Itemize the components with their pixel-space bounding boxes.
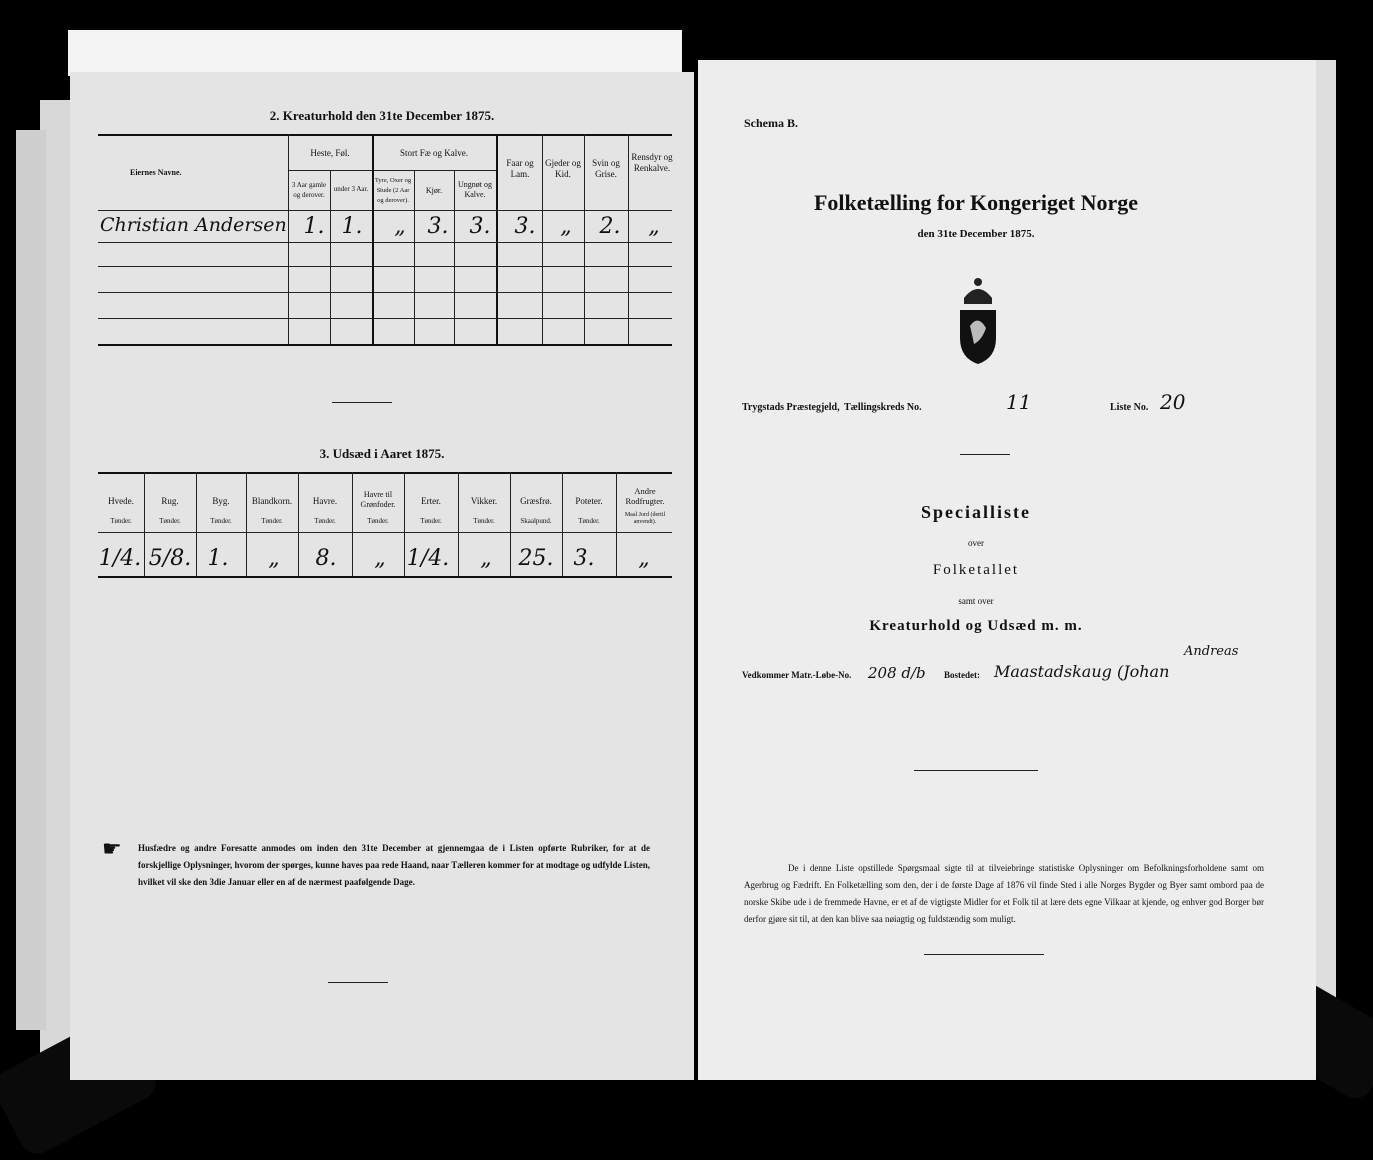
table2-row-rule-2 bbox=[98, 266, 672, 267]
col-line bbox=[288, 134, 289, 344]
section2-title: 2. Kreaturhold den 31te December 1875. bbox=[269, 108, 495, 123]
value-tyre: „ bbox=[394, 214, 406, 239]
table2-row-rule-1 bbox=[98, 242, 672, 243]
main-title: Folketælling for Kongeriget Norge bbox=[813, 190, 1139, 215]
col-line bbox=[414, 170, 415, 344]
value-gjeder: „ bbox=[560, 214, 572, 239]
coat-of-arms-icon bbox=[956, 270, 1000, 366]
header-blandkorn: Blandkorn. bbox=[251, 496, 293, 506]
value-heste-3aar: 1. bbox=[303, 214, 325, 239]
samt-over-text: samt over bbox=[958, 596, 994, 606]
owner-name: Christian Andersen bbox=[100, 214, 287, 236]
header-owner: Eiernes Navne. bbox=[130, 168, 182, 177]
liste-label: Liste No. bbox=[1110, 402, 1149, 413]
pointing-hand-icon: ☛ bbox=[102, 836, 122, 861]
unit-graesfro: Skaalpund. bbox=[520, 517, 552, 525]
kreds-label: Tællingskreds No. bbox=[844, 402, 922, 413]
bostedet-value: Maastadskaug (Johan bbox=[994, 662, 1170, 681]
header-faar: Faar og Lam. bbox=[506, 158, 534, 179]
specialliste-heading: Specialliste bbox=[921, 502, 1031, 522]
matr-value: 208 d/b bbox=[868, 664, 926, 682]
header-svin: Svin og Grise. bbox=[592, 158, 620, 179]
short-rule bbox=[960, 454, 1010, 455]
intro-paragraph: De i denne Liste opstillede Spørgsmaal sigte til at tilveiebringe statistiske Oplysninger om Befolkningsforholdene samt om Agerbrug og Fædrift. En Folketælling som den, der i de første Dage af 1876 vil finde Sted i alle Norges Bygder og Byer samt ombord paa de norske Skibe ude i de fremmede Havne, er et af de vigtigste Midler for et Folk til at lære dets egne Vilkaar at kjende, og enhver god Borger bør derfor gjøre sit til, at den kan blive saa nøiagtig og fuldstændig som muligt. bbox=[744, 863, 1264, 924]
unit-havre-gronfoder: Tønder. bbox=[367, 517, 389, 525]
header-byg: Byg. bbox=[212, 496, 230, 506]
col-line bbox=[496, 134, 498, 344]
table2-top-rule bbox=[98, 134, 672, 136]
bottom-rule bbox=[924, 954, 1044, 955]
back-sheet-left-2 bbox=[16, 130, 46, 1030]
schema-label: Schema B. bbox=[744, 116, 798, 130]
kreds-value: 11 bbox=[1006, 390, 1032, 414]
bostedet-extra: Andreas bbox=[1184, 644, 1239, 659]
header-heste-under: under 3 Aar. bbox=[333, 185, 369, 193]
value-rug: 5/8. bbox=[148, 546, 192, 571]
table3-top-rule bbox=[98, 472, 672, 474]
liste-value: 20 bbox=[1160, 390, 1186, 414]
value-rensdyr: „ bbox=[648, 214, 660, 239]
table2-row-rule-3 bbox=[98, 292, 672, 293]
unit-poteter: Tønder. bbox=[578, 517, 600, 525]
matr-label: Vedkommer Matr.-Løbe-No. bbox=[742, 670, 852, 680]
section3-title: 3. Udsæd i Aaret 1875. bbox=[319, 446, 445, 461]
value-heste-under: 1. bbox=[341, 214, 363, 239]
value-blandkorn: „ bbox=[268, 546, 280, 571]
header-havre-gronfoder: Havre til Grønfoder. bbox=[360, 490, 396, 509]
value-erter: 1/4. bbox=[406, 546, 450, 571]
table3-header-rule bbox=[98, 532, 672, 533]
header-hvede: Hvede. bbox=[108, 496, 134, 506]
value-faar: 3. bbox=[514, 214, 536, 239]
separator-rule bbox=[332, 402, 392, 403]
table2-row-rule-4 bbox=[98, 318, 672, 319]
unit-erter: Tønder. bbox=[420, 517, 442, 525]
folketallet-heading: Folketallet bbox=[932, 562, 1020, 578]
col-line bbox=[330, 170, 331, 344]
value-ungnoet: 3. bbox=[469, 214, 491, 239]
unit-vikker: Tønder. bbox=[473, 517, 495, 525]
header-ungnoet: Ungnøt og Kalve. bbox=[458, 180, 492, 199]
header-kjor: Kjør. bbox=[425, 186, 443, 195]
value-vikker: „ bbox=[480, 546, 492, 571]
value-byg: 1. bbox=[207, 546, 229, 571]
header-poteter: Poteter. bbox=[575, 496, 603, 506]
header-heste-3aar: 3 Aar gamle og derover. bbox=[291, 181, 327, 199]
value-hvede: 1/4. bbox=[98, 546, 142, 571]
header-andre-rodfrugter: Andre Rodfrugter. bbox=[625, 486, 665, 506]
header-erter: Erter. bbox=[421, 496, 441, 506]
main-subtitle: den 31te December 1875. bbox=[917, 228, 1035, 240]
col-line bbox=[372, 134, 374, 344]
kreaturhold-heading: Kreaturhold og Udsæd m. m. bbox=[869, 618, 1083, 634]
table2-header-rule bbox=[98, 210, 672, 211]
unit-byg: Tønder. bbox=[210, 517, 232, 525]
value-kjor: 3. bbox=[427, 214, 449, 239]
stort-sub-rule bbox=[372, 170, 496, 171]
bottom-separator bbox=[328, 982, 388, 983]
header-graesfro: Græsfrø. bbox=[520, 496, 552, 506]
left-page bbox=[70, 72, 694, 1080]
header-rensdyr: Rensdyr og Renkalve. bbox=[631, 152, 673, 173]
header-tyre: Tyre, Oxer og Stude (2 Aar og derover). bbox=[374, 177, 412, 204]
bostedet-label: Bostedet: bbox=[944, 670, 980, 680]
mid-rule bbox=[914, 770, 1038, 771]
value-poteter: 3. bbox=[573, 546, 595, 571]
unit-rug: Tønder. bbox=[159, 517, 181, 525]
value-havre: 8. bbox=[315, 546, 337, 571]
header-gjeder: Gjeder og Kid. bbox=[545, 158, 581, 179]
value-havre-gronfoder: „ bbox=[374, 546, 386, 571]
header-havre: Havre. bbox=[312, 496, 338, 506]
prestegjeld-label: Trygstads Præstegjeld, bbox=[742, 402, 840, 413]
unit-andre-rodfrugter: Maal Jord (dertil anvendt). bbox=[624, 512, 666, 525]
table3-bottom-rule bbox=[98, 576, 672, 578]
header-heste-group: Heste, Føl. bbox=[310, 148, 350, 158]
unit-havre: Tønder. bbox=[314, 517, 336, 525]
unit-blandkorn: Tønder. bbox=[261, 517, 283, 525]
header-vikker: Vikker. bbox=[470, 496, 498, 506]
over-text: over bbox=[968, 538, 984, 548]
unit-hvede: Tønder. bbox=[110, 517, 132, 525]
value-graesfro: 25. bbox=[518, 546, 554, 571]
value-svin: 2. bbox=[599, 214, 621, 239]
right-page bbox=[698, 60, 1316, 1080]
header-rug: Rug. bbox=[161, 496, 179, 506]
value-andre-rodfrugter: „ bbox=[638, 546, 650, 571]
table2-bottom-rule bbox=[98, 344, 672, 346]
header-stort-group: Stort Fæ og Kalve. bbox=[399, 148, 469, 158]
back-sheet-top bbox=[68, 30, 682, 76]
notice-text: Husfædre og andre Foresatte anmodes om inden den 31te December at gjennemgaa de i Listen opførte Rubriker, for at de forskjellige Oplysninger, hvorom der spørges, kunne haves paa rede Haand, naar Tælleren kommer for at modtage og udfylde Listen, hvilket vil ske den 3die Januar eller en af de nærmest paafølgende Dage. bbox=[138, 843, 650, 887]
